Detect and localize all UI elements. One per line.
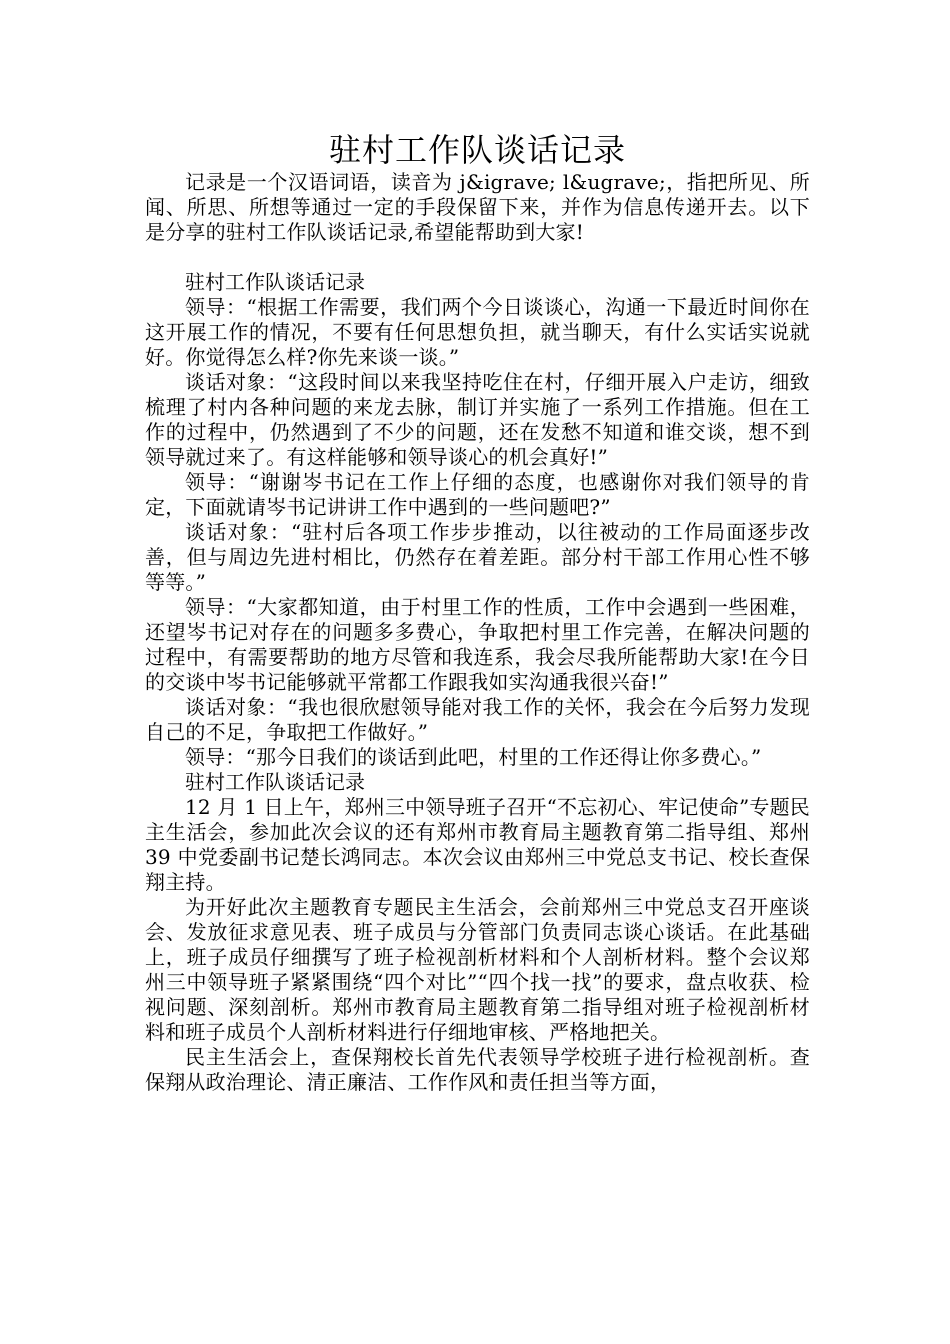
section-heading: 驻村工作队谈话记录 — [185, 770, 365, 794]
dialogue-paragraph: 领导：“大家都知道，由于村里工作的性质，工作中会遇到一些困难，还望岑书记对存在的问题多多费心，争取把村里工作完善，在解决问题的过程中，有需要帮助的地方尽管和我连系，我会尽我所能帮助大家!在今日的交谈中岑书记能够就平常都工作跟我如实沟通我很兴奋!” — [145, 595, 810, 694]
body-paragraph: 为开好此次主题教育专题民主生活会，会前郑州三中党总支召开座谈会、发放征求意见表、班子成员与分管部门负责同志谈心谈话。在此基础上，班子成员仔细撰写了班子检视剖析材料和个人剖析材料。整个会议郑州三中领导班子紧紧围绕“四个对比”“四个找一找”的要求，盘点收获、检视问题、深刻剖析。郑州市教育局主题教育第二指导组对班子检视剖析材料和班子成员个人剖析材料进行仔细地审核、严格地把关。 — [145, 895, 810, 1044]
dialogue-paragraph: 领导：“根据工作需要，我们两个今日谈谈心，沟通一下最近时间你在这开展工作的情况，不要有任何思想负担，就当聊天，有什么实话实说就好。你觉得怎么样?你先来谈一谈。” — [145, 295, 810, 369]
dialogue-paragraph: 领导：“谢谢岑书记在工作上仔细的态度，也感谢你对我们领导的肯定，下面就请岑书记讲讲工作中遇到的一些问题吧?” — [145, 470, 810, 519]
dialogue-paragraph: 谈话对象：“这段时间以来我坚持吃住在村，仔细开展入户走访，细致梳理了村内各种问题的来龙去脉，制订并实施了一系列工作措施。但在工作的过程中，仍然遇到了不少的问题，还在发愁不知道和谁交谈，想不到领导就过来了。有这样能够和领导谈心的机会真好!” — [145, 370, 810, 469]
body-paragraph: 民主生活会上，查保翔校长首先代表领导学校班子进行检视剖析。查保翔从政治理论、清正廉洁、工作作风和责任担当等方面， — [145, 1045, 810, 1094]
document-page — [145, 0, 810, 1095]
dialogue-paragraph: 谈话对象：“我也很欣慰领导能对我工作的关怀，我会在今后努力发现自己的不足，争取把工作做好。” — [145, 695, 810, 744]
dialogue-paragraph: 领导：“那今日我们的谈话到此吧，村里的工作还得让你多费心。” — [185, 745, 762, 769]
blank-line — [145, 245, 810, 270]
body-paragraph: 12 月 1 日上午，郑州三中领导班子召开“不忘初心、牢记使命”专题民主生活会，参加此次会议的还有郑州市教育局主题教育第二指导组、郑州 39 中党委副书记楚长鸿同志。本次会议由郑州三中党总支书记、校长查保翔主持。 — [145, 795, 810, 894]
intro-paragraph: 记录是一个汉语词语，读音为 j&igrave; l&ugrave;，指把所见、所闻、所思、所想等通过一定的手段保留下来，并作为信息传递开去。以下是分享的驻村工作队谈话记录,希望能帮助到大家! — [145, 170, 810, 244]
dialogue-paragraph: 谈话对象：“驻村后各项工作步步推动，以往被动的工作局面逐步改善，但与周边先进村相比，仍然存在着差距。部分村干部工作用心性不够等等。” — [145, 520, 810, 594]
section-heading: 驻村工作队谈话记录 — [185, 270, 365, 294]
document-title: 驻村工作队谈话记录 — [328, 131, 626, 169]
